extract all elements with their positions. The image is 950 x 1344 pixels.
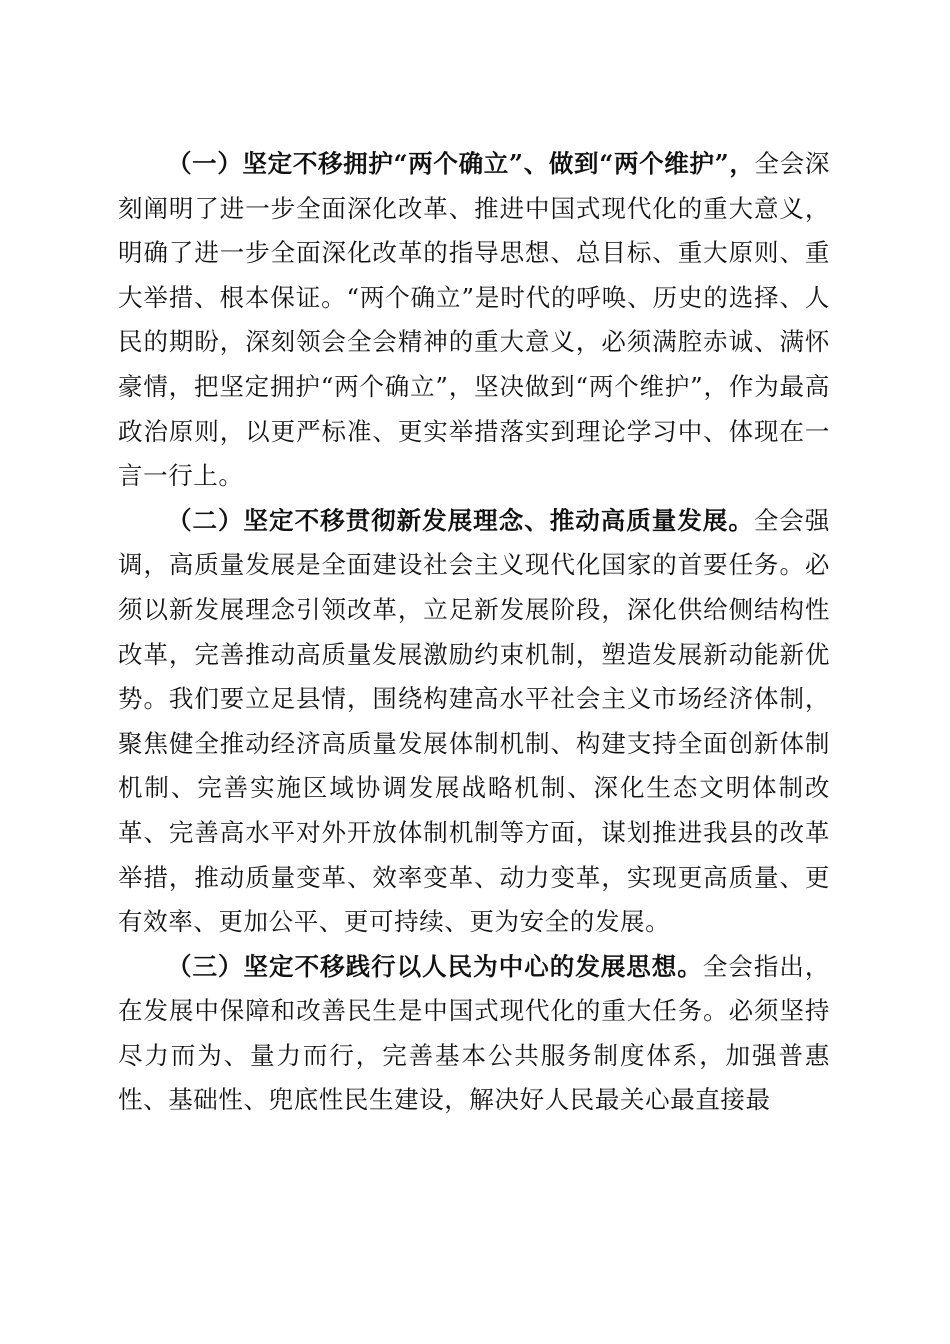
- paragraph-3: [118, 945, 830, 1123]
- paragraph-1-body: 全会深刻阐明了进一步全面深化改革、推进中国式现代化的重大意义，明确了进一步全面深化改革的指导思想、总目标、重大原则、重大举措、根本保证。“两个确立”是时代的呼唤、历史的选择、人民的期盼，深刻领会全会精神的重大意义，必须满腔赤诚、满怀豪情，把坚定拥护“两个确立”，坚决做到“两个维护”，作为最高政治原则，以更严标准、更实举措落实到理论学习中、体现在一言一行上。: [118, 149, 830, 491]
- paragraph-1: [118, 142, 830, 499]
- paragraph-1-heading: （一）坚定不移拥护“两个确立”、做到“两个维护”，: [167, 149, 755, 178]
- paragraph-3-heading: （三）坚定不移践行以人民为中心的发展思想。: [167, 951, 703, 981]
- document-body: [118, 142, 830, 1123]
- paragraph-2: [118, 499, 830, 945]
- paragraph-3-body: 全会指出，在发展中保障和改善民生是中国式现代化的重大任务。必须坚持尽力而为、量力而行，完善基本公共服务制度体系，加强普惠性、基础性、兜底性民生建设，解决好人民最关心最直接最: [118, 951, 830, 1115]
- paragraph-2-body: 全会强调，高质量发展是全面建设社会主义现代化国家的首要任务。必须以新发展理念引领改革，立足新发展阶段，深化供给侧结构性改革，完善推动高质量发展激励约束机制，塑造发展新动能新优势。我们要立足县情，围绕构建高水平社会主义市场经济体制，聚焦健全推动经济高质量发展体制机制、构建支持全面创新体制机制、完善实施区域协调发展战略机制、深化生态文明体制改革、完善高水平对外开放体制机制等方面，谋划推进我县的改革举措，推动质量变革、效率变革、动力变革，实现更高质量、更有效率、更加公平、更可持续、更为安全的发展。: [118, 505, 830, 937]
- paragraph-2-heading: （二）坚定不移贯彻新发展理念、推动高质量发展。: [167, 505, 754, 535]
